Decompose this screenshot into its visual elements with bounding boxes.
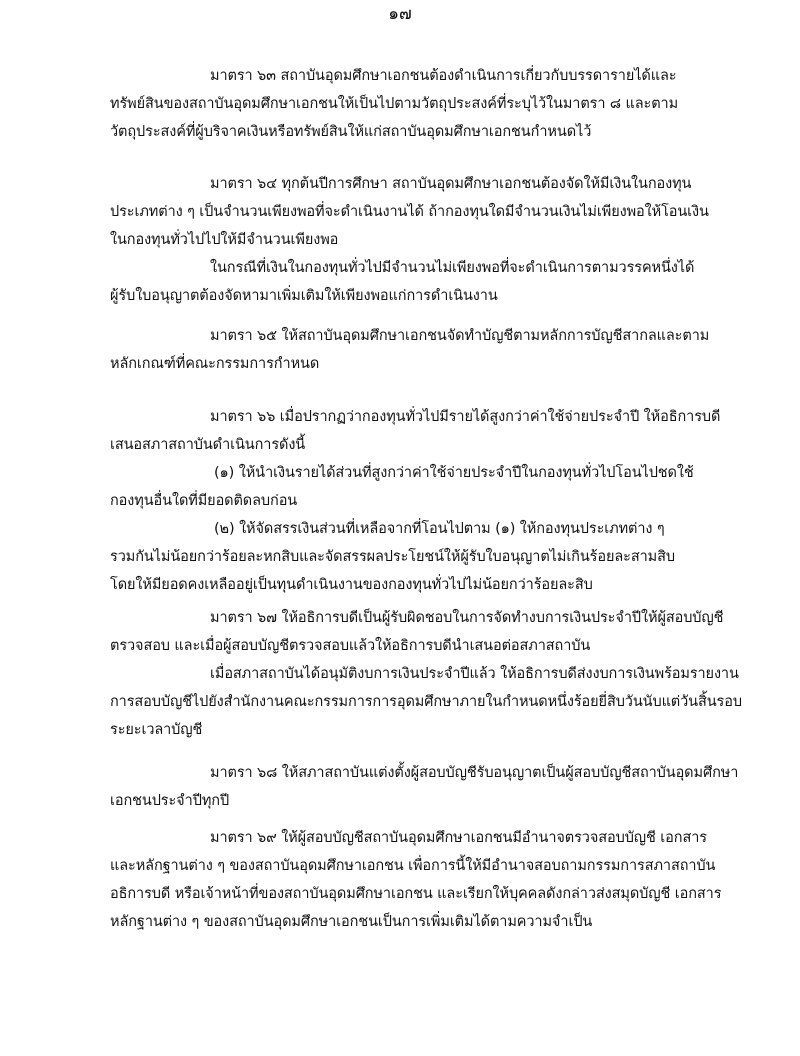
- paragraph-line: ทรัพย์สินของสถาบันอุดมศึกษาเอกชนให้เป็นไปตามวัตถุประสงค์ที่ระบุไว้ในมาตรา ๘ และตาม: [110, 96, 679, 112]
- paragraph-line: การสอบบัญชีไปยังสำนักงานคณะกรรมการการอุดมศึกษาภายในกำหนดหนึ่งร้อยยี่สิบวันนับแต่วันสิ้นรอบ: [110, 694, 742, 710]
- paragraph-line: รวมกันไม่น้อยกว่าร้อยละหกสิบและจัดสรรผลประโยชน์ให้ผู้รับใบอนุญาตไม่เกินร้อยละสามสิบ: [110, 549, 675, 565]
- section-65: [110, 322, 770, 378]
- paragraph-line: และหลักฐานต่าง ๆ ของสถาบันอุดมศึกษาเอกชน เพื่อการนี้ให้มีอำนาจสอบถามกรรมการสภาสถาบัน: [110, 858, 716, 874]
- paragraph-line: มาตรา ๖๖ เมื่อปรากฏว่ากองทุนทั่วไปมีรายได้สูงกว่าค่าใช้จ่ายประจำปี ให้อธิการบดี: [210, 409, 721, 425]
- paragraph-line: อธิการบดี หรือเจ้าหน้าที่ของสถาบันอุดมศึกษาเอกชน และเรียกให้บุคคลดังกล่าวส่งสมุดบัญชี เอกสาร: [110, 886, 722, 902]
- paragraph-line: มาตรา ๖๙ ให้ผู้สอบบัญชีสถาบันอุดมศึกษาเอกชนมีอำนาจตรวจสอบบัญชี เอกสาร: [210, 830, 707, 846]
- paragraph-line: ในกองทุนทั่วไปไปให้มีจำนวนเพียงพอ: [110, 232, 339, 248]
- section-68: [110, 759, 770, 815]
- paragraph-line: หลักเกณฑ์ที่คณะกรรมการกำหนด: [110, 356, 320, 372]
- section-66: [110, 403, 770, 599]
- paragraph-line: เสนอสภาสถาบันดำเนินการดังนี้: [110, 437, 306, 453]
- paragraph-line: หลักฐานต่าง ๆ ของสถาบันอุดมศึกษาเอกชนเป็นการเพิ่มเติมได้ตามความจำเป็น: [110, 914, 593, 930]
- paragraph-line: มาตรา ๖๕ ให้สถาบันอุดมศึกษาเอกชนจัดทำบัญชีตามหลักการบัญชีสากลและตาม: [210, 328, 710, 344]
- paragraph-line: (๑) ให้นำเงินรายได้ส่วนที่สูงกว่าค่าใช้จ่ายประจำปีในกองทุนทั่วไปโอนไปชดใช้: [214, 465, 694, 481]
- paragraph-line: มาตรา ๖๘ ให้สภาสถาบันแต่งตั้งผู้สอบบัญชีรับอนุญาตเป็นผู้สอบบัญชีสถาบันอุดมศึกษา: [210, 765, 739, 781]
- paragraph-line: ประเภทต่าง ๆ เป็นจำนวนเพียงพอที่จะดำเนินงานได้ ถ้ากองทุนใดมีจำนวนเงินไม่เพียงพอให้โอนเงิน: [110, 204, 709, 220]
- paragraph-line: กองทุนอื่นใดที่มียอดติดลบก่อน: [110, 493, 298, 509]
- paragraph-line: เอกชนประจำปีทุกปี: [110, 793, 230, 809]
- paragraph-line: มาตรา ๖๗ ให้อธิการบดีเป็นผู้รับผิดชอบในการจัดทำงบการเงินประจำปีให้ผู้สอบบัญชี: [210, 610, 724, 626]
- paragraph-line: เมื่อสภาสถาบันได้อนุมัติงบการเงินประจำปีแล้ว ให้อธิการบดีส่งงบการเงินพร้อมรายงาน: [210, 666, 739, 682]
- page-number: ๑๗: [388, 4, 412, 24]
- paragraph-line: ตรวจสอบ และเมื่อผู้สอบบัญชีตรวจสอบแล้วให้อธิการบดีนำเสนอต่อสภาสถาบัน: [110, 638, 591, 654]
- section-63: [110, 62, 770, 146]
- paragraph-line: ในกรณีที่เงินในกองทุนทั่วไปมีจำนวนไม่เพียงพอที่จะดำเนินการตามวรรคหนึ่งได้: [210, 260, 695, 276]
- section-64: [110, 170, 770, 310]
- section-69: [110, 824, 770, 936]
- paragraph-line: โดยให้มียอดคงเหลืออยู่เป็นทุนดำเนินงานของกองทุนทั่วไปไม่น้อยกว่าร้อยละสิบ: [110, 577, 593, 593]
- paragraph-line: ระยะเวลาบัญชี: [110, 722, 203, 738]
- paragraph-line: มาตรา ๖๓ สถาบันอุดมศึกษาเอกชนต้องดำเนินการเกี่ยวกับบรรดารายได้และ: [210, 68, 677, 84]
- paragraph-line: (๒) ให้จัดสรรเงินส่วนที่เหลือจากที่โอนไปตาม (๑) ให้กองทุนประเภทต่าง ๆ: [214, 521, 665, 537]
- paragraph-line: มาตรา ๖๔ ทุกต้นปีการศึกษา สถาบันอุดมศึกษาเอกชนต้องจัดให้มีเงินในกองทุน: [210, 176, 692, 192]
- paragraph-line: ผู้รับใบอนุญาตต้องจัดหามาเพิ่มเติมให้เพียงพอแก่การดำเนินงาน: [110, 288, 498, 304]
- paragraph-line: วัตถุประสงค์ที่ผู้บริจาคเงินหรือทรัพย์สินให้แก่สถาบันอุดมศึกษาเอกชนกำหนดไว้: [110, 124, 592, 140]
- section-67: [110, 604, 770, 744]
